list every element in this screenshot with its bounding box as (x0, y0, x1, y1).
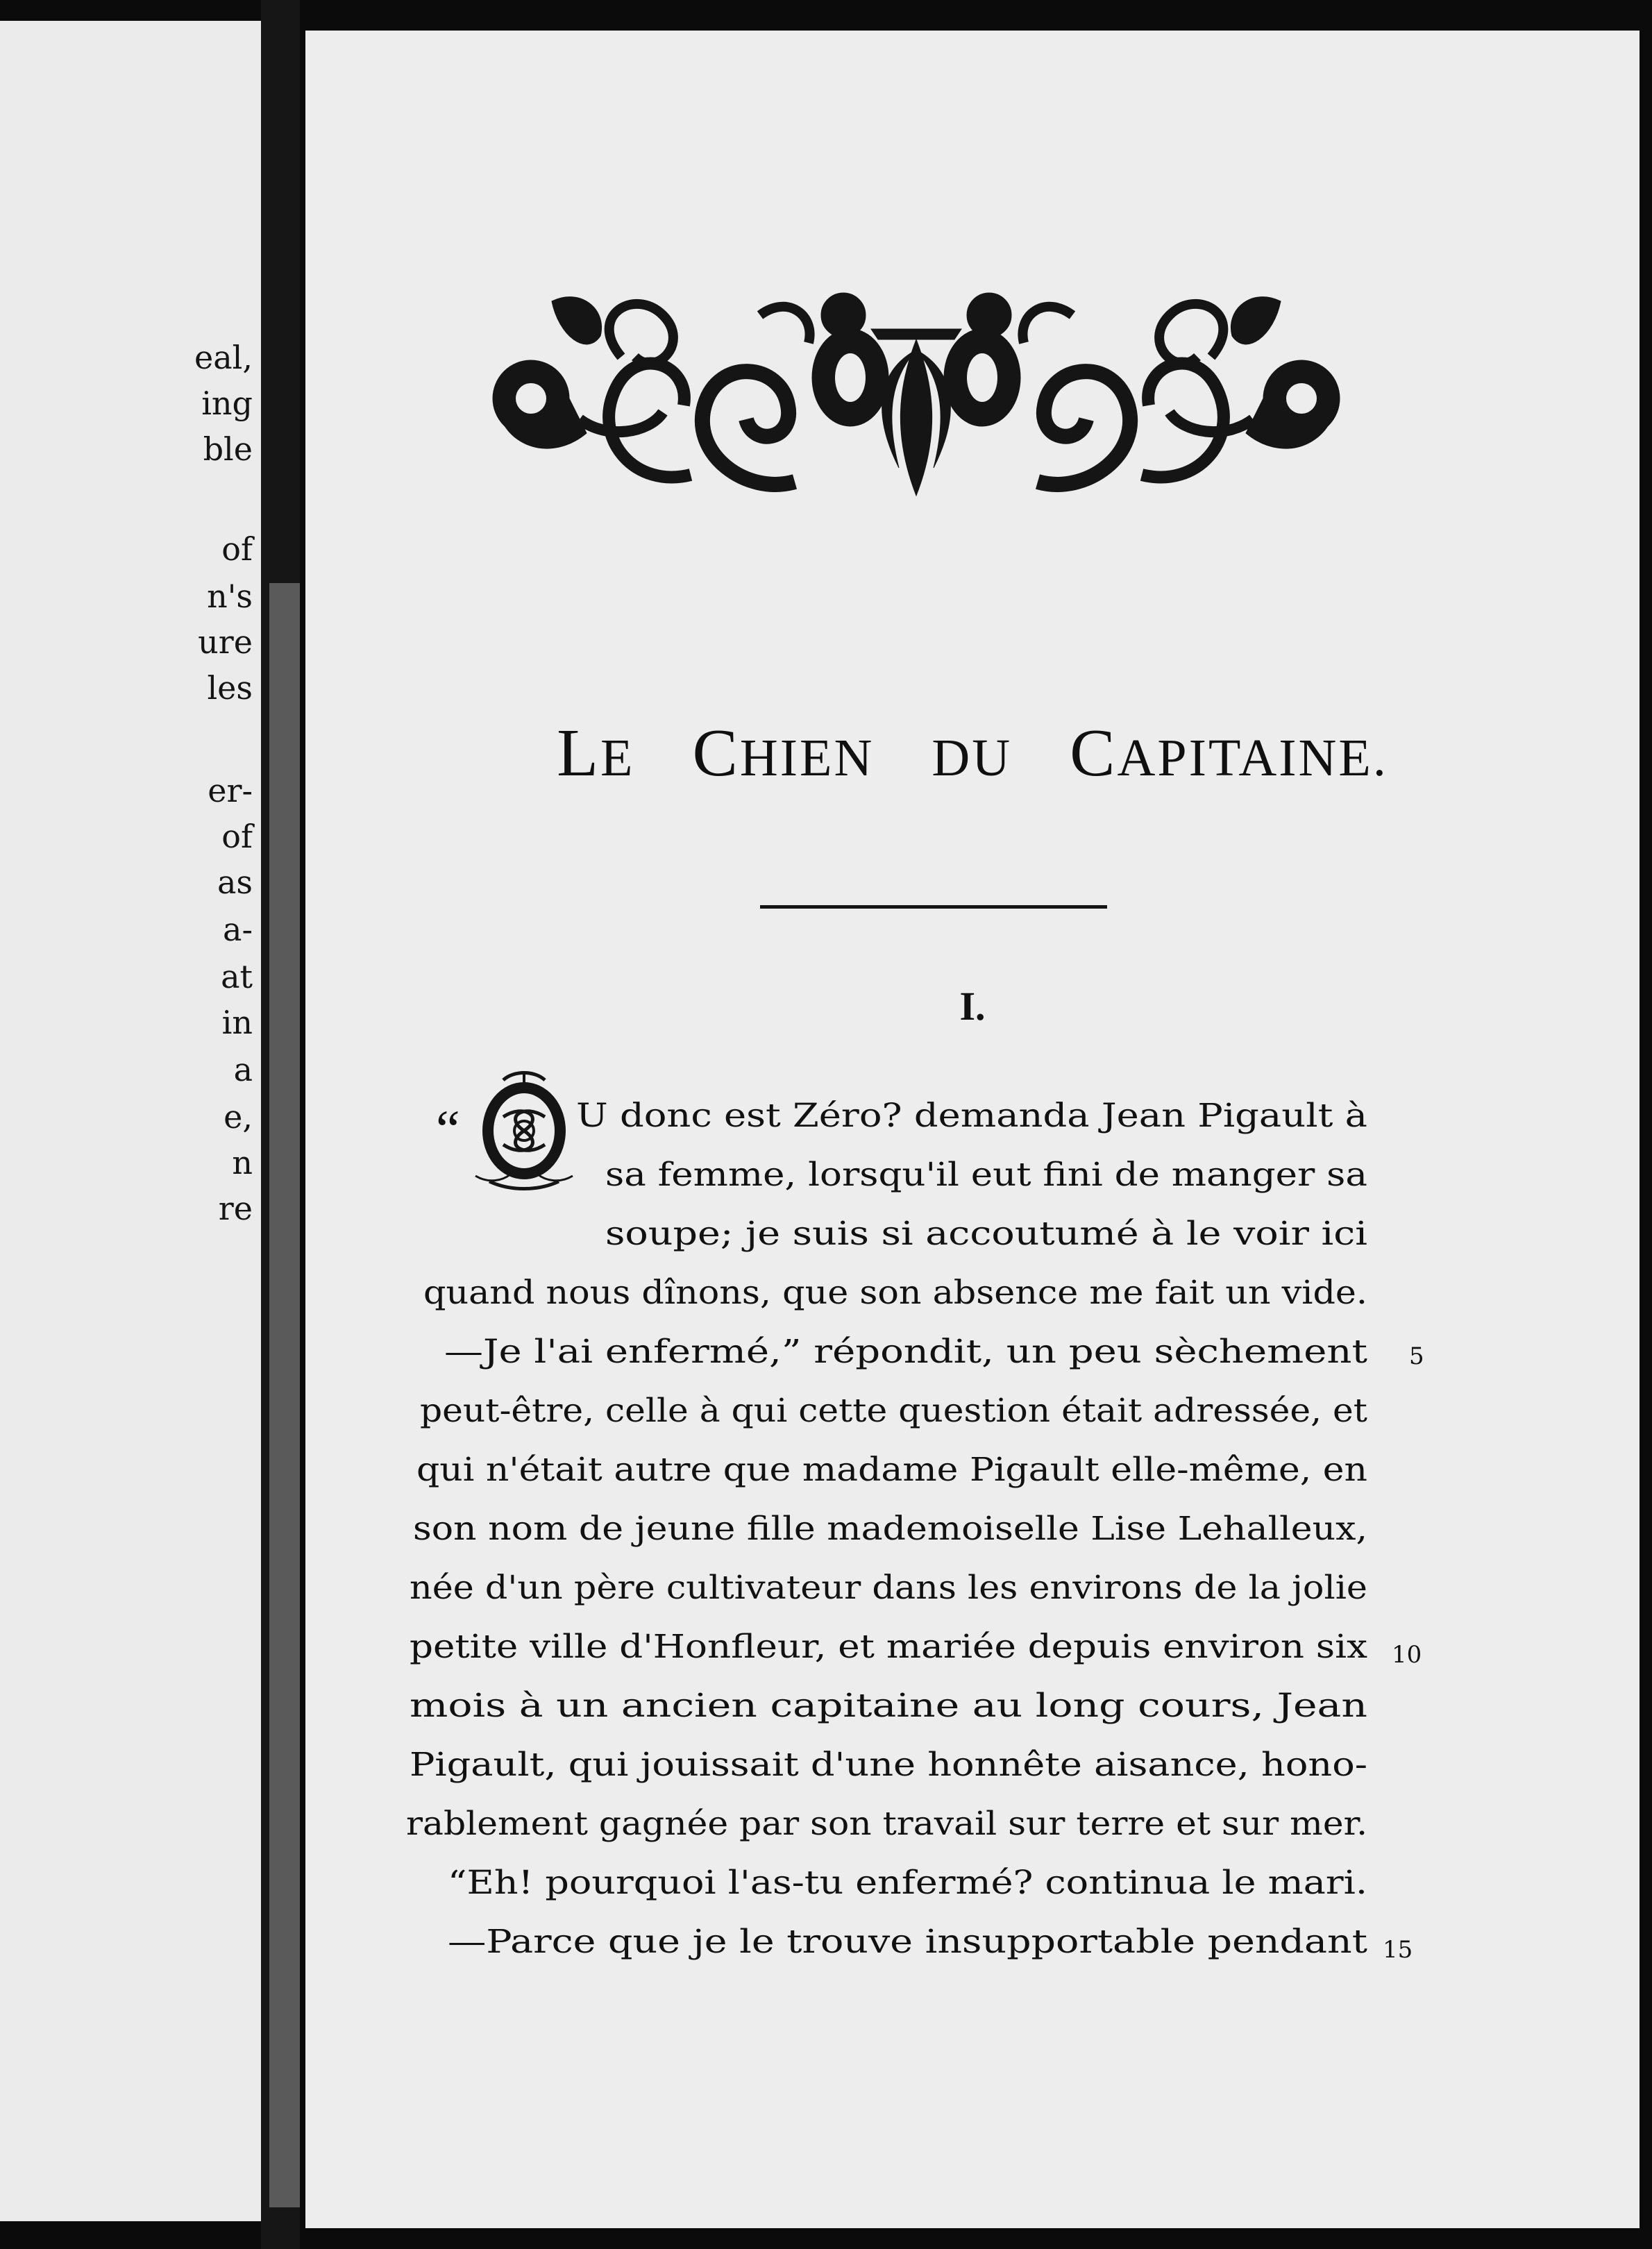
text-line: petite ville d'Honfleur, et mariée depuis environ six (410, 1628, 1368, 1666)
text-line: son nom de jeune fille mademoiselle Lise Lehalleux, (413, 1510, 1368, 1548)
text-line: qui n'était autre que madame Pigault elle-même, en (416, 1451, 1368, 1489)
text-line: mois à un ancien capitaine au long cours, Jean (410, 1687, 1367, 1725)
book-page (305, 31, 1640, 2228)
chapter-number: I. (959, 984, 986, 1029)
text-line: quand nous dînons, que son absence me fait un vide. (423, 1274, 1368, 1312)
margin-line-number: 10 (1392, 1641, 1422, 1669)
left-page-line: les (207, 669, 253, 707)
text-line: “Eh! pourquoi l'as-tu enfermé? continua le mari. (448, 1864, 1367, 1902)
left-page-line: of (221, 818, 253, 855)
left-page-line: ing (201, 385, 253, 422)
book-spine-edge (269, 583, 300, 2207)
left-page-line: n (232, 1144, 253, 1181)
story-title: LE CHIEN DU CAPITAINE. (557, 716, 1388, 791)
left-page-line: re (218, 1190, 253, 1227)
margin-line-number: 5 (1409, 1342, 1424, 1370)
opening-quote-mark: “ (436, 1099, 460, 1159)
text-line: —Je l'ai enfermé,” répondit, un peu sèchement (444, 1333, 1368, 1371)
text-line: U donc est Zéro? demanda Jean Pigault à (576, 1097, 1368, 1135)
left-page-line: e, (224, 1098, 253, 1136)
left-page-line: in (221, 1004, 253, 1041)
text-line: née d'un père cultivateur dans les environs de la jolie (410, 1569, 1367, 1607)
left-page-line: er- (208, 772, 253, 809)
left-page-line: ble (203, 430, 253, 468)
left-page-line: a- (223, 911, 253, 948)
text-line: peut-être, celle à qui cette question était adressée, et (420, 1392, 1367, 1430)
text-line: rablement gagnée par son travail sur terre et sur mer. (406, 1805, 1368, 1843)
left-page-line: at (221, 958, 253, 995)
text-line: —Parce que je le trouve insupportable pendant (448, 1923, 1367, 1961)
margin-line-number: 15 (1383, 1936, 1413, 1964)
previous-page-fragment (0, 21, 261, 2221)
ornamental-dropcap-icon (462, 1065, 587, 1197)
text-line: soupe; je suis si accoutumé à le voir ici (605, 1215, 1368, 1253)
text-line: Pigault, qui jouissait d'une honnête aisance, hono- (410, 1746, 1368, 1784)
left-page-line: as (217, 864, 253, 901)
left-page-line: of (221, 530, 253, 568)
text-line: sa femme, lorsqu'il eut fini de manger sa (605, 1156, 1367, 1194)
left-page-line: eal, (194, 339, 253, 376)
ornamental-headpiece-icon (482, 273, 1350, 516)
left-page-line: a (233, 1051, 253, 1088)
left-page-line: n's (207, 578, 253, 615)
title-divider-rule (760, 905, 1107, 909)
left-page-line: ure (198, 623, 253, 661)
